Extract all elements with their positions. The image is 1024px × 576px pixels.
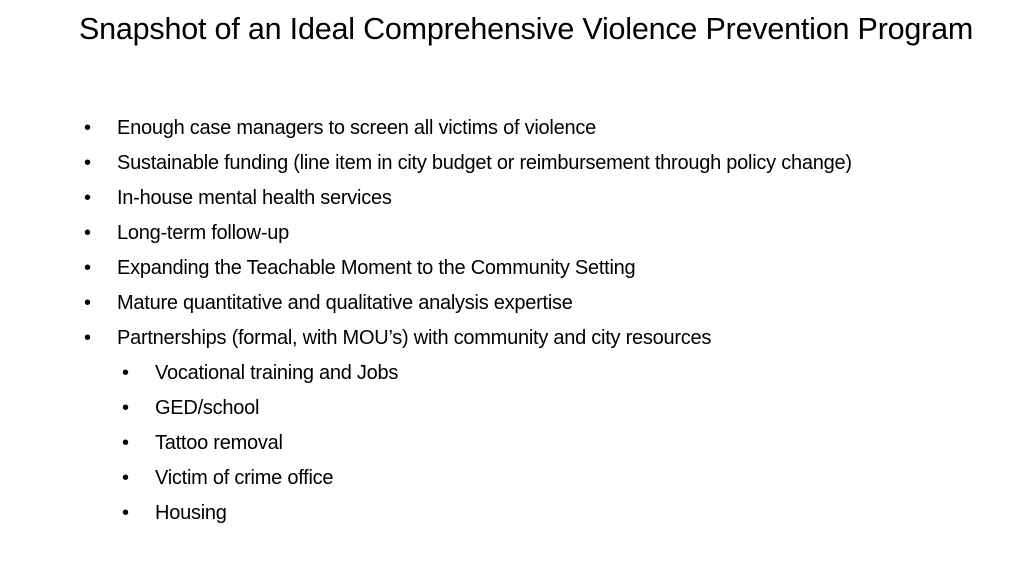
list-item-text: Mature quantitative and qualitative analysis expertise xyxy=(117,292,573,314)
bullet-icon: • xyxy=(84,327,92,349)
sub-list-item xyxy=(83,464,983,493)
bullet-icon: • xyxy=(84,117,92,139)
list-item-text: Enough case managers to screen all victims of violence xyxy=(117,117,596,139)
sub-list-item xyxy=(83,429,983,458)
list-item-text: Partnerships (formal, with MOU’s) with community and city resources xyxy=(117,327,712,349)
list-item xyxy=(83,289,983,318)
sub-list-item-text: Housing xyxy=(155,502,227,524)
list-item xyxy=(83,149,983,178)
bullet-icon: • xyxy=(84,257,92,279)
sub-list-item-text: Victim of crime office xyxy=(155,467,334,489)
bullet-icon: • xyxy=(122,467,130,489)
bullet-icon: • xyxy=(84,292,92,314)
slide-title: Snapshot of an Ideal Comprehensive Violence Prevention Program xyxy=(79,12,974,46)
list-item-text: Long-term follow-up xyxy=(117,222,289,244)
list-item xyxy=(83,324,983,353)
bullet-icon: • xyxy=(122,362,130,384)
list-item xyxy=(83,254,983,283)
list-item-text: Sustainable funding (line item in city budget or reimbursement through policy change) xyxy=(117,152,852,174)
sub-list-item-text: GED/school xyxy=(155,397,260,419)
list-item-text: In-house mental health services xyxy=(117,187,392,209)
bullet-icon: • xyxy=(122,502,130,524)
list-item xyxy=(83,184,983,213)
bullet-icon: • xyxy=(122,432,130,454)
list-item xyxy=(83,219,983,248)
sub-list-item xyxy=(83,499,983,528)
sub-list-item-text: Tattoo removal xyxy=(155,432,283,454)
sub-list-item xyxy=(83,394,983,423)
bullet-list xyxy=(83,114,983,534)
bullet-icon: • xyxy=(84,152,92,174)
sub-list-item-text: Vocational training and Jobs xyxy=(155,362,399,384)
list-item xyxy=(83,114,983,143)
bullet-icon: • xyxy=(84,222,92,244)
sub-list-item xyxy=(83,359,983,388)
bullet-icon: • xyxy=(122,397,130,419)
list-item-text: Expanding the Teachable Moment to the Community Setting xyxy=(117,257,636,279)
bullet-icon: • xyxy=(84,187,92,209)
